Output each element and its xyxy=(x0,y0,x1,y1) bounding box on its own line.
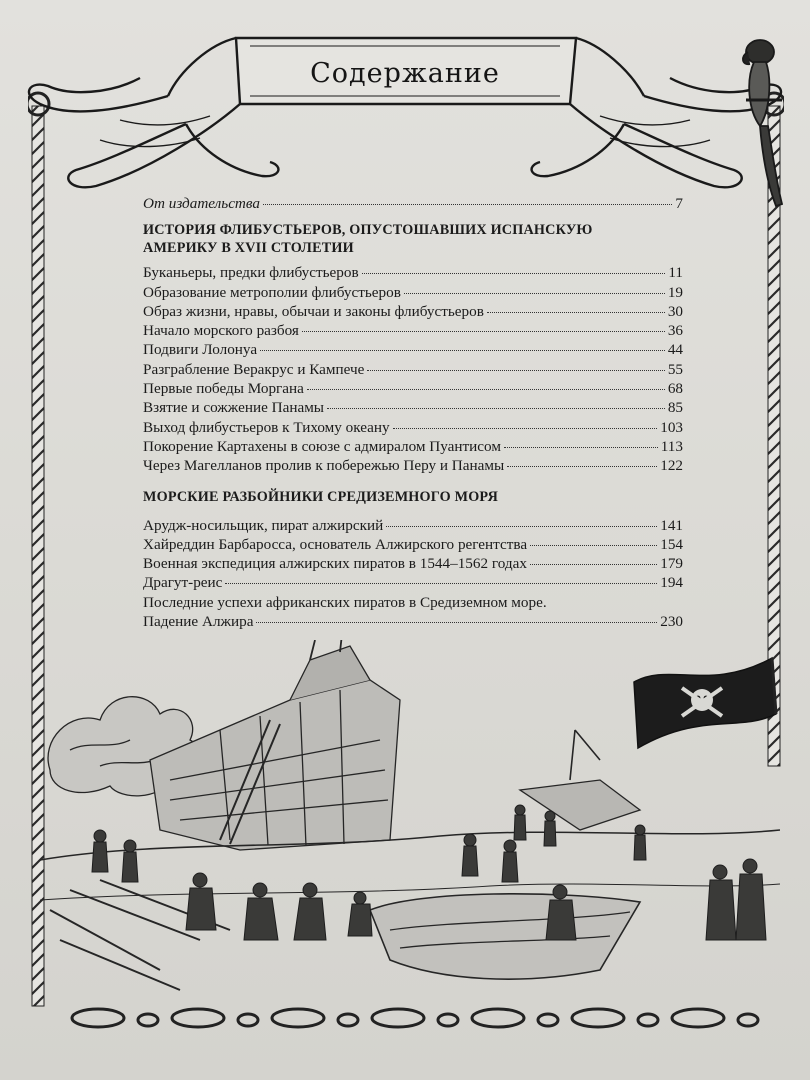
toc-entry[interactable] xyxy=(143,379,683,398)
toc-entry-title: Буканьеры, предки флибустьеров xyxy=(143,264,359,282)
toc-entry-title-line: Последние успехи африканских пиратов в Средиземном море. xyxy=(143,593,547,611)
toc-entry-page: 179 xyxy=(660,555,683,573)
toc-entry-page: 68 xyxy=(667,380,683,398)
toc-entry[interactable] xyxy=(143,263,683,282)
toc-entry-page: 36 xyxy=(667,322,683,340)
dot-leader xyxy=(507,466,657,467)
section-heading-line: ИСТОРИЯ ФЛИБУСТЬЕРОВ, ОПУСТОШАВШИХ ИСПАНСКУЮ xyxy=(143,222,593,239)
toc-entry-page: 85 xyxy=(667,399,683,417)
dot-leader xyxy=(386,526,657,527)
table-of-contents xyxy=(143,194,683,631)
section-entries-flibusters xyxy=(143,263,683,475)
toc-entry-intro[interactable] xyxy=(143,194,683,213)
toc-entry-title: Первые победы Моргана xyxy=(143,380,304,398)
page-title: Содержание xyxy=(310,58,500,89)
toc-entry[interactable] xyxy=(143,321,683,340)
dot-leader xyxy=(256,622,657,623)
dot-leader xyxy=(302,331,665,332)
toc-entry-title: Покорение Картахены в союзе с адмиралом Пуантисом xyxy=(143,437,501,455)
dot-leader xyxy=(404,293,665,294)
dot-leader xyxy=(530,564,657,565)
toc-entry-page: 103 xyxy=(660,418,683,436)
toc-entry-page: 122 xyxy=(660,457,683,475)
toc-entry[interactable] xyxy=(143,340,683,359)
toc-entry[interactable] xyxy=(143,456,683,475)
dot-leader xyxy=(487,312,665,313)
toc-entry[interactable] xyxy=(143,398,683,417)
section-heading-flibusters xyxy=(143,221,683,257)
toc-entry-title: Арудж-носильщик, пират алжирский xyxy=(143,516,384,534)
toc-entry-title: Взятие и сожжение Панамы xyxy=(143,399,325,417)
dot-leader xyxy=(225,583,657,584)
dot-leader xyxy=(393,428,658,429)
title-banner xyxy=(0,0,810,200)
section-heading-mediterranean: МОРСКИЕ РАЗБОЙНИКИ СРЕДИЗЕМНОГО МОРЯ xyxy=(143,488,499,505)
toc-entry-page: 194 xyxy=(660,574,683,592)
pirates-careening-illustration xyxy=(40,640,780,1020)
toc-entry-page: 30 xyxy=(667,302,683,320)
toc-entry[interactable] xyxy=(143,283,683,302)
dot-leader xyxy=(504,447,658,448)
toc-entry[interactable] xyxy=(143,302,683,321)
parrot-icon xyxy=(736,30,802,210)
toc-entry-last[interactable] xyxy=(143,593,683,632)
toc-entry[interactable] xyxy=(143,535,683,554)
dot-leader xyxy=(307,389,665,390)
toc-entry-page: 7 xyxy=(675,195,683,212)
toc-entry-page: 11 xyxy=(668,264,683,282)
dot-leader xyxy=(263,204,672,205)
toc-entry-title: Образ жизни, нравы, обычаи и законы флибустьеров xyxy=(143,302,484,320)
toc-entry[interactable] xyxy=(143,573,683,592)
toc-entry-title: Через Магелланов пролив к побережью Перу и Панамы xyxy=(143,457,505,475)
toc-entry-title: Образование метрополии флибустьеров xyxy=(143,283,401,301)
toc-entry-page: 44 xyxy=(667,341,683,359)
toc-entry-title: Выход флибустьеров к Тихому океану xyxy=(143,418,390,436)
dot-leader xyxy=(260,350,665,351)
toc-entry-page: 113 xyxy=(660,437,683,455)
toc-entry-title: Начало морского разбоя xyxy=(143,322,299,340)
dot-leader xyxy=(367,370,664,371)
toc-entry[interactable] xyxy=(143,360,683,379)
section-heading-line: АМЕРИКУ В XVII СТОЛЕТИИ xyxy=(143,240,354,257)
toc-entry-page: 19 xyxy=(667,283,683,301)
toc-entry[interactable] xyxy=(143,516,683,535)
toc-entry-page: 230 xyxy=(660,613,683,631)
section-entries-mediterranean xyxy=(143,516,683,593)
dot-leader xyxy=(327,408,665,409)
toc-entry-title: Подвиги Лолонуа xyxy=(143,341,258,359)
toc-entry-title: Разграбление Веракрус и Кампече xyxy=(143,360,365,378)
dot-leader xyxy=(362,273,666,274)
toc-entry[interactable] xyxy=(143,437,683,456)
toc-entry-title: Драгут-реис xyxy=(143,574,223,592)
toc-entry-page: 55 xyxy=(667,360,683,378)
toc-entry-page: 154 xyxy=(660,535,683,553)
dot-leader xyxy=(530,545,657,546)
toc-entry-title: От издательства xyxy=(143,195,260,212)
toc-entry-title: Военная экспедиция алжирских пиратов в 1544–1562 годах xyxy=(143,555,527,573)
toc-entry[interactable] xyxy=(143,554,683,573)
toc-entry-title: Хайреддин Барбаросса, основатель Алжирского регентства xyxy=(143,535,528,553)
toc-entry[interactable] xyxy=(143,418,683,437)
toc-entry-title-line: Падение Алжира xyxy=(143,613,254,631)
toc-entry-page: 141 xyxy=(660,516,683,534)
